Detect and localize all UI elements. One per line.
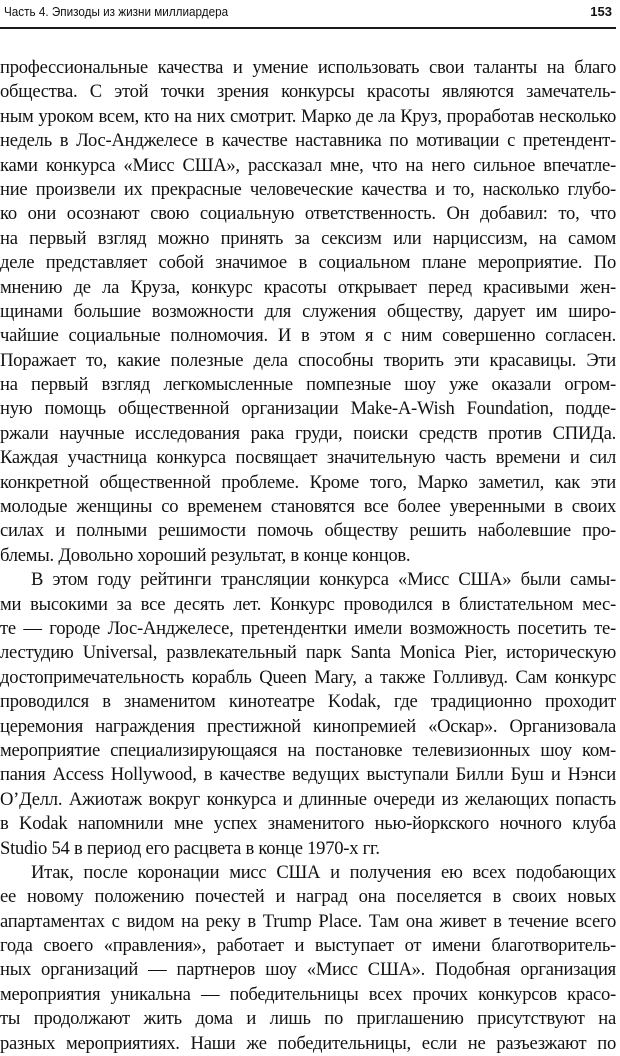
text-line: в Kodak напомнили мне успех знаменитого нью-йоркского ночного клуба	[0, 813, 616, 835]
text-line: мнению де ла Круза, конкурс красоты открывает перед красивыми жен-	[0, 276, 616, 298]
text-line: конкретной общественной проблеме. Кроме того, Марко заметил, как эти	[0, 471, 616, 493]
text-line: блемы. Довольно хороший результат, в конце концов.	[0, 544, 411, 566]
text-line: ками конкурса «Мисс США», рассказал мне, что на него сильное впечатле-	[0, 154, 616, 176]
text-line: ных организаций — партнеров шоу «Мисс США». Подобная организация	[0, 959, 616, 981]
text-line: ную помощь общественной организации Make-A-Wish Foundation, подде-	[0, 398, 616, 420]
text-line: деле представляет собой значимое в социальном плане мероприятие. По	[0, 252, 616, 274]
text-line: на первый взгляд легкомысленные помпезные шоу уже оказали огром-	[0, 374, 616, 396]
text-line: Каждая участница конкурса посвящает значительную часть времени и сил	[0, 447, 616, 469]
text-line: года своего «правления», работает и выступает от имени благотворитель-	[0, 935, 616, 957]
text-line: ржали научные исследования рака груди, поиски средств против СПИДа.	[0, 422, 616, 444]
text-line: профессиональные качества и умение использовать свои таланты на благо	[0, 57, 616, 78]
text-line: чайшие социальные полномочия. И в этом я с ним совершенно согласен.	[0, 325, 616, 347]
text-line: на первый взгляд можно принять за сексизм или нарциссизм, на самом	[0, 227, 616, 249]
text-line: Поражает то, какие полезные дела способны творить эти красавицы. Эти	[0, 349, 616, 371]
text-line: церемония награждения престижной кинопремией «Оскар». Организовала	[0, 715, 616, 737]
text-line: мероприятия уникальна — победительницы всех прочих конкурсов красо-	[0, 983, 616, 1005]
text-line: силах и полными решимости помочь обществу решить наболевшие про-	[0, 520, 616, 542]
text-line: разных мероприятиях. Наши же победительницы, если не разъезжают по	[0, 1032, 616, 1054]
text-line: молодые женщины со временем становятся все более уверенными в своих	[0, 496, 616, 518]
text-line: достопримечательность корабль Queen Mary, а также Голливуд. Сам конкурс	[0, 666, 616, 688]
text-line: ми высокими за все десять лет. Конкурс проводился в блистательном мес-	[0, 593, 616, 615]
header-rule	[0, 27, 616, 29]
text-line: В этом году рейтинги трансляции конкурса «Мисс США» были самы-	[31, 569, 616, 591]
text-line: апартаментах с видом на реку в Trump Place. Там она живет в течение всего	[0, 910, 616, 932]
text-line: пания Access Hollywood, в качестве ведущих выступали Билли Буш и Нэнси	[0, 764, 616, 786]
text-line: О’Делл. Ажиотаж вокруг конкурса и длинные очереди из желающих попасть	[0, 788, 616, 810]
text-line: ты продолжают жить дома и лишь по приглашению присутствуют на	[0, 1008, 616, 1030]
page-number: 153	[590, 4, 612, 19]
text-line: ко они осознают свою социальную ответственность. Он добавил: то, что	[0, 203, 616, 225]
text-line: те — городе Лос-Анджелесе, претендентки имели возможность посетить те-	[0, 617, 616, 639]
text-line: лестудию Universal, развлекательный парк Santa Monica Pier, историческую	[0, 642, 616, 664]
chapter-title: Часть 4. Эпизоды из жизни миллиардера	[4, 4, 229, 19]
text-line: ее новому положению почестей и наград она поселяется в своих новых	[0, 886, 616, 908]
text-line: проводился в знаменитом кинотеатре Kodak, где традиционно проходит	[0, 691, 616, 713]
text-line: Итак, после коронации мисс США и получения ею всех подобающих	[31, 861, 616, 883]
text-line: Studio 54 в период его расцвета в конце 1970-х гг.	[0, 837, 380, 859]
text-line: общества. С этой точки зрения конкурсы красоты являются замечатель-	[0, 81, 616, 103]
text-line: ние произвели их прекрасные человеческие качества и то, насколько глубо-	[0, 178, 616, 200]
text-line: недель в Лос-Анджелесе в качестве наставника по мотивации с претендент-	[0, 130, 616, 152]
text-line: ным уроком всем, кто на них смотрит. Марко де ла Круз, проработав несколько	[0, 105, 616, 127]
text-line: щинами большие возможности для служения обществу, дарует им широ-	[0, 300, 616, 322]
body-text	[0, 56, 616, 1056]
running-header	[4, 2, 616, 26]
text-line: мероприятие специализирующаяся на постановке телевизионных шоу ком-	[0, 739, 616, 761]
